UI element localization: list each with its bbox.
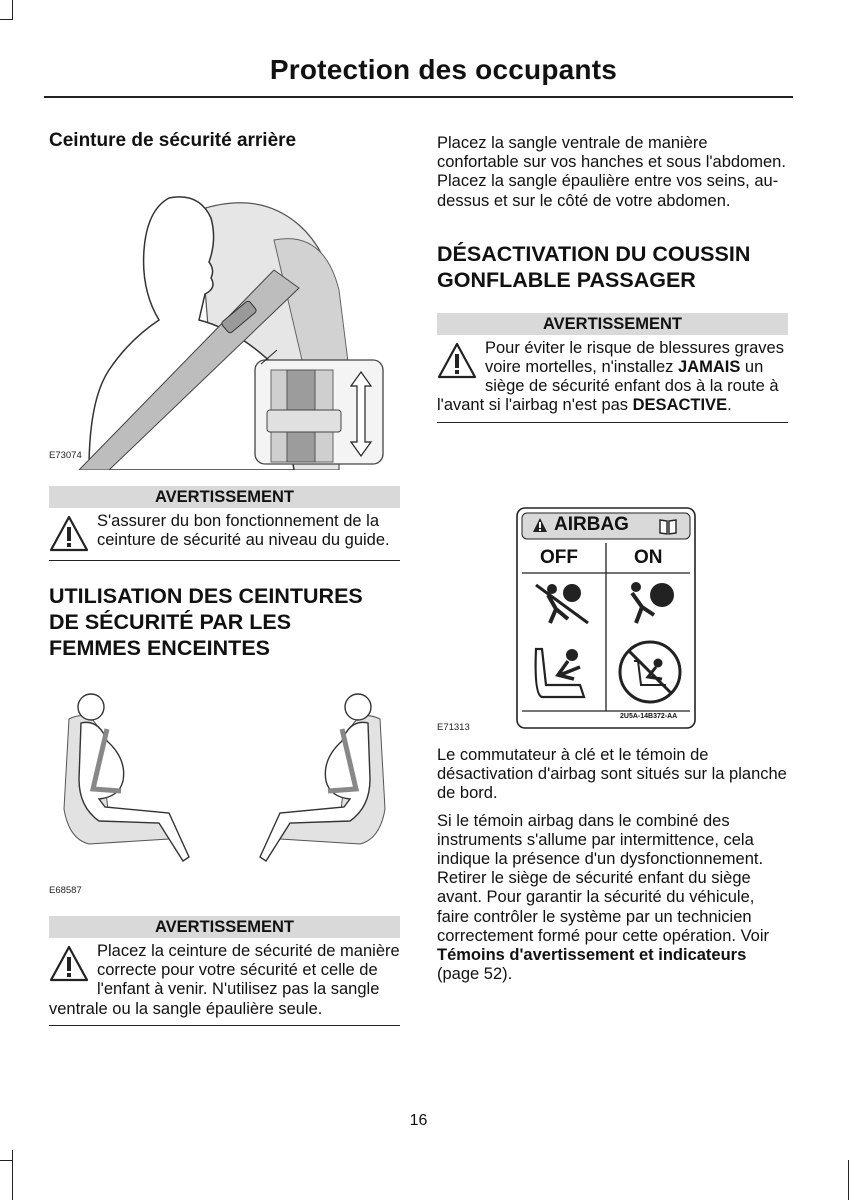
pregnant-women-illustration: [49, 689, 400, 899]
warning-box: [49, 916, 400, 1026]
rear-belt-illustration: [49, 170, 400, 470]
pregnant-belt-heading: UTILISATION DES CEINTURES DE SÉCURITÉ PAR LES FEMMES ENCEINTES: [49, 584, 363, 660]
warning-content: [437, 335, 788, 423]
belt-placement-text: Placez la sangle ventrale de manière confortable sur vos hanches et sous l'abdomen. Placez la sangle épaulière entre vos seins, au-dessus et sur le côté de votre abdomen.: [437, 134, 786, 210]
airbag-warning-label: [516, 507, 696, 729]
malfunction-body: Si le témoin airbag dans le combiné des instruments s'allume par intermittence, cela indique la présence d'un dysfonctionnement. Retirer le siège de sécurité enfant du siège avant. Pour garantir la sécurité du véhicule, faire contrôler le système par un technicien correctement formé pour cette opération. Voir: [437, 811, 769, 945]
manual-book-icon: [658, 518, 678, 536]
warning-text: S'assurer du bon fonctionnement de la ceinture de sécurité au niveau du guide.: [97, 512, 390, 550]
crop-mark: [848, 1160, 849, 1200]
figure-code: E71313: [437, 722, 470, 733]
crop-mark: [0, 1160, 12, 1161]
switch-location-text: Le commutateur à clé et le témoin de désactivation d'airbag sont situés sur la planche de bord.: [437, 746, 787, 803]
rear-belt-figure: [49, 170, 400, 470]
airbag-deactivation-heading: DÉSACTIVATION DU COUSSIN GONFLABLE PASSAGER: [437, 241, 751, 292]
page-title: Protection des occupants: [269, 54, 617, 85]
warning-label: AVERTISSEMENT: [49, 486, 400, 508]
cross-reference-link[interactable]: Témoins d'avertissement et indicateurs: [437, 946, 747, 965]
page-number: 16: [409, 1112, 428, 1129]
airbag-on-icon: [620, 579, 680, 627]
warning-triangle-icon: [437, 341, 477, 381]
airbag-off-label: OFF: [540, 547, 578, 568]
part-number: 2U5A-14B372-AA: [620, 713, 678, 720]
airbag-on-label: ON: [634, 547, 663, 568]
child-seat-prohibited-icon: [614, 639, 686, 705]
title-divider: [44, 96, 793, 98]
malfunction-text: [437, 812, 788, 985]
airbag-off-icon: [532, 579, 592, 627]
warning-triangle-icon: [49, 944, 89, 984]
warning-label: AVERTISSEMENT: [437, 313, 788, 335]
warning-text: Placez la ceinture de sécurité de manière correcte pour votre sécurité et celle de l'enfant à venir. N'utilisez pas la sangle ventrale ou la sangle épaulière seule.: [49, 942, 400, 1018]
crop-mark: [12, 0, 13, 20]
right-column-text: [437, 746, 788, 984]
figure-code: E68587: [49, 885, 82, 896]
warning-box: [437, 313, 788, 423]
rear-belt-heading: Ceinture de sécurité arrière: [49, 130, 297, 151]
right-column: [437, 134, 788, 423]
figure-code: E73074: [49, 450, 82, 461]
warning-text: .: [727, 396, 732, 415]
crop-mark: [12, 1150, 13, 1200]
pregnant-figure: [49, 689, 400, 899]
warning-emphasis: JAMAIS: [677, 358, 741, 377]
warning-label: AVERTISSEMENT: [49, 916, 400, 938]
warning-box: [49, 486, 400, 561]
warning-triangle-icon: [532, 517, 548, 533]
page-reference: (page 52).: [437, 965, 513, 984]
airbag-title: AIRBAG: [554, 514, 629, 535]
left-column: [49, 128, 400, 1026]
warning-triangle-icon: [49, 514, 89, 554]
child-seat-allowed-icon: [530, 645, 592, 703]
warning-text: Pour éviter le risque de blessures graves voire mortelles, n'installez: [485, 338, 784, 377]
warning-content: [49, 508, 400, 561]
warning-emphasis: DESACTIVE: [632, 396, 728, 415]
warning-text: un siège de sécurité enfant dos à la route à l'avant si l'airbag n'est pas: [437, 358, 779, 415]
crop-mark: [0, 19, 12, 20]
warning-content: [49, 938, 400, 1026]
